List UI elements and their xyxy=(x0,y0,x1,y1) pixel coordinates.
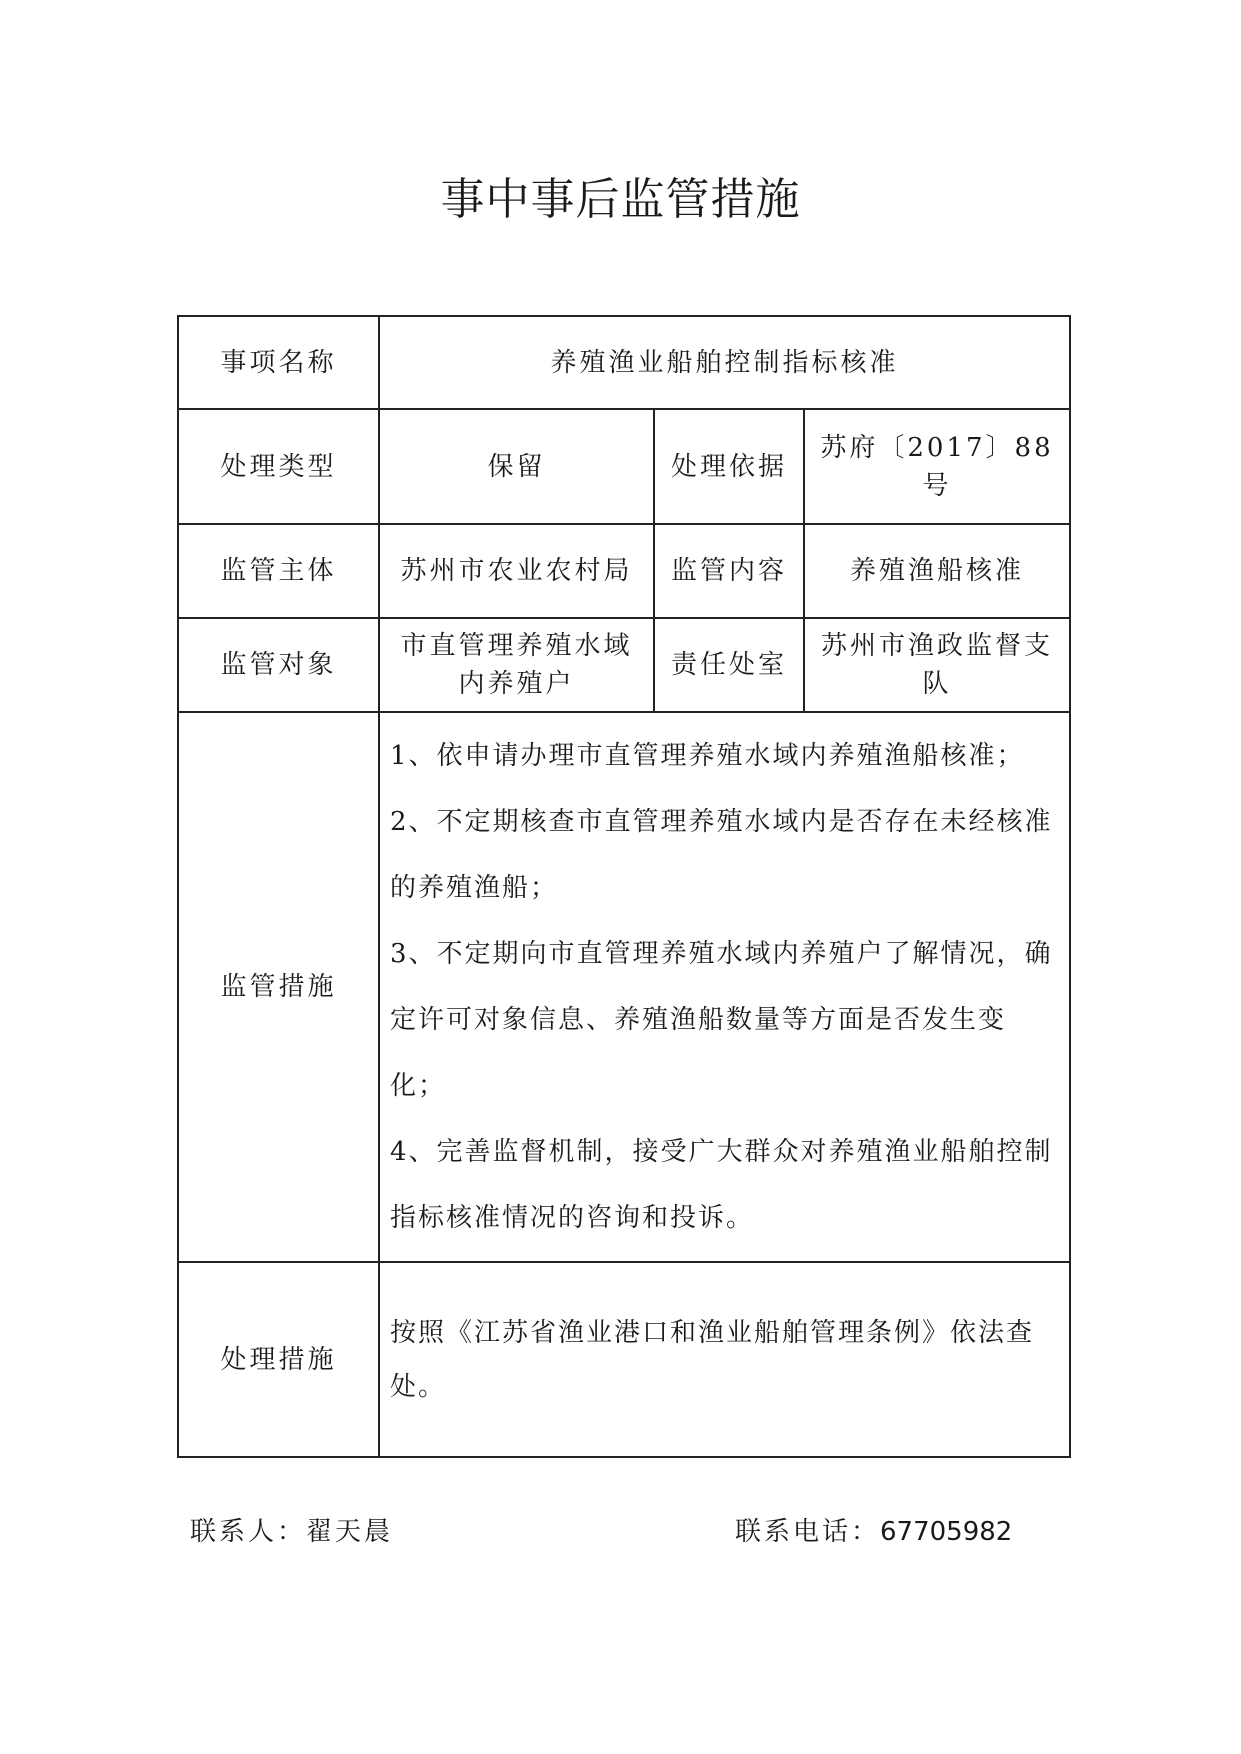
object-label: 监管对象 xyxy=(178,618,379,712)
item-name-label: 事项名称 xyxy=(178,316,379,409)
handle-basis-label: 处理依据 xyxy=(654,409,804,524)
handle-type-label: 处理类型 xyxy=(178,409,379,524)
measure-item: 2、不定期核查市直管理养殖水域内是否存在未经核准的养殖渔船； xyxy=(390,807,1053,903)
content-label: 监管内容 xyxy=(654,524,804,618)
actions-value: 按照《江苏省渔业港口和渔业船舶管理条例》依法查处。 xyxy=(390,1317,1035,1402)
measure-item: 4、完善监督机制，接受广大群众对养殖渔业船舶控制指标核准情况的咨询和投诉。 xyxy=(390,1137,1053,1233)
row-actions xyxy=(178,1262,1070,1457)
measure-item: 1、依申请办理市直管理养殖水域内养殖渔船核准； xyxy=(390,741,1025,771)
office-value: 苏州市渔政监督支队 xyxy=(804,618,1070,712)
row-measures xyxy=(178,712,1070,1262)
supervisor-value: 苏州市农业农村局 xyxy=(379,524,654,618)
content-value: 养殖渔船核准 xyxy=(804,524,1070,618)
object-value: 市直管理养殖水域内养殖户 xyxy=(379,618,654,712)
row-supervisor xyxy=(178,524,1070,618)
handle-basis-value: 苏府〔2017〕88号 xyxy=(804,409,1070,524)
supervision-table xyxy=(177,315,1071,1458)
page-title: 事中事后监管措施 xyxy=(440,174,801,225)
contact-person xyxy=(190,1512,393,1552)
row-object xyxy=(178,618,1070,712)
office-label: 责任处室 xyxy=(654,618,804,712)
measure-item: 3、不定期向市直管理养殖水域内养殖户了解情况，确定许可对象信息、养殖渔船数量等方面是否发生变化； xyxy=(390,939,1053,1101)
supervisor-label: 监管主体 xyxy=(178,524,379,618)
measures-list xyxy=(379,712,1070,1262)
item-name-value: 养殖渔业船舶控制指标核准 xyxy=(379,316,1070,409)
measures-label: 监管措施 xyxy=(178,712,379,1262)
row-handle-type xyxy=(178,409,1070,524)
handle-type-value: 保留 xyxy=(379,409,654,524)
row-item-name xyxy=(178,316,1070,409)
contact-person-name: 翟天晨 xyxy=(306,1517,394,1547)
actions-value-cell xyxy=(379,1262,1070,1457)
actions-label: 处理措施 xyxy=(178,1262,379,1457)
contact-phone-label: 联系电话： xyxy=(735,1517,881,1547)
contact-phone-number: 67705982 xyxy=(880,1517,1013,1547)
contact-phone xyxy=(735,1512,1012,1552)
contact-person-label: 联系人： xyxy=(190,1517,307,1547)
